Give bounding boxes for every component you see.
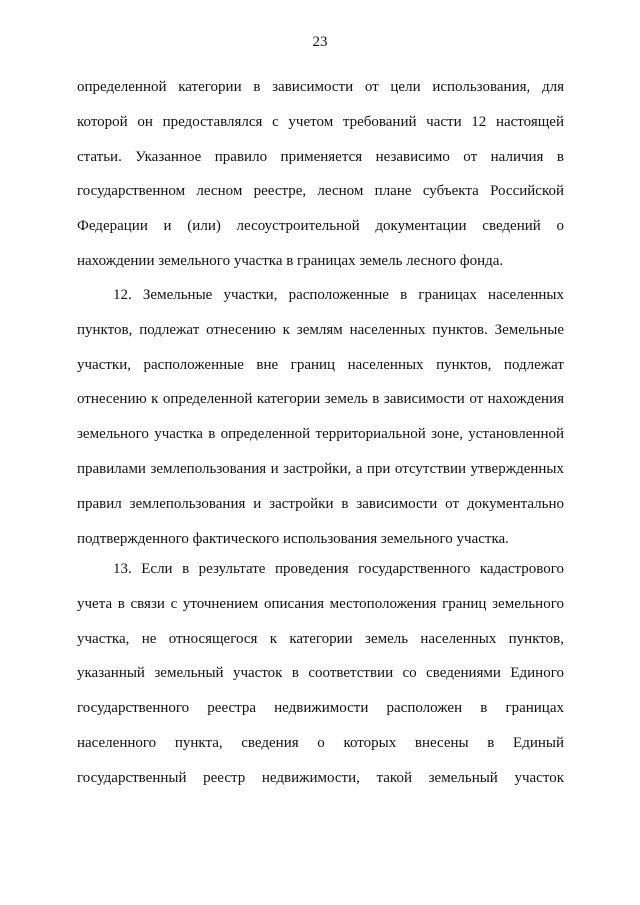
text-line: пунктов, подлежат отнесению к землям населенных пунктов. Земельные — [77, 321, 564, 338]
page-number: 23 — [312, 34, 328, 50]
text-line: Федерации и (или) лесоустроительной документации сведений о — [77, 218, 564, 235]
text-line: участки, расположенные вне границ населенных пунктов, подлежат — [77, 356, 564, 373]
text-line: отнесению к определенной категории земель в зависимости от нахождения — [77, 391, 564, 408]
paragraph-12 — [77, 278, 564, 556]
text-line: учета в связи с уточнением описания местоположения границ земельного — [77, 595, 564, 612]
text-line: определенной категории в зависимости от цели использования, для — [77, 79, 564, 95]
text-line: правилами землепользования и застройки, а при отсутствии утвержденных — [77, 460, 564, 477]
text-line: государственного реестра недвижимости расположен в границах — [77, 700, 564, 717]
text-line: которой он предоставлялся с учетом требований части 12 настоящей — [77, 113, 564, 130]
text-line: земельного участка в определенной территориальной зоне, установленной — [77, 426, 564, 443]
text-line: 13. Если в результате проведения государственного кадастрового — [113, 561, 564, 577]
text-line: статьи. Указанное правило применяется независимо от наличия в — [77, 148, 564, 165]
text-line: 12. Земельные участки, расположенные в границах населенных — [113, 287, 564, 303]
text-line: правил землепользования и застройки в зависимости от документально — [77, 495, 564, 512]
text-line: нахождении земельного участка в границах земель лесного фонда. — [77, 252, 504, 269]
text-line: государственном лесном реестре, лесном плане субъекта Российской — [77, 183, 564, 200]
text-line: указанный земельный участок в соответствии со сведениями Единого — [77, 665, 564, 682]
text-line: участка, не относящегося к категории земель населенных пунктов, — [77, 630, 564, 647]
paragraph-continuation — [77, 70, 564, 279]
text-line: государственный реестр недвижимости, такой земельный участок — [77, 769, 564, 786]
text-line: населенного пункта, сведения о которых внесены в Единый — [77, 734, 564, 751]
text-line: подтвержденного фактического использования земельного участка. — [77, 530, 509, 547]
paragraph-13 — [77, 552, 564, 796]
